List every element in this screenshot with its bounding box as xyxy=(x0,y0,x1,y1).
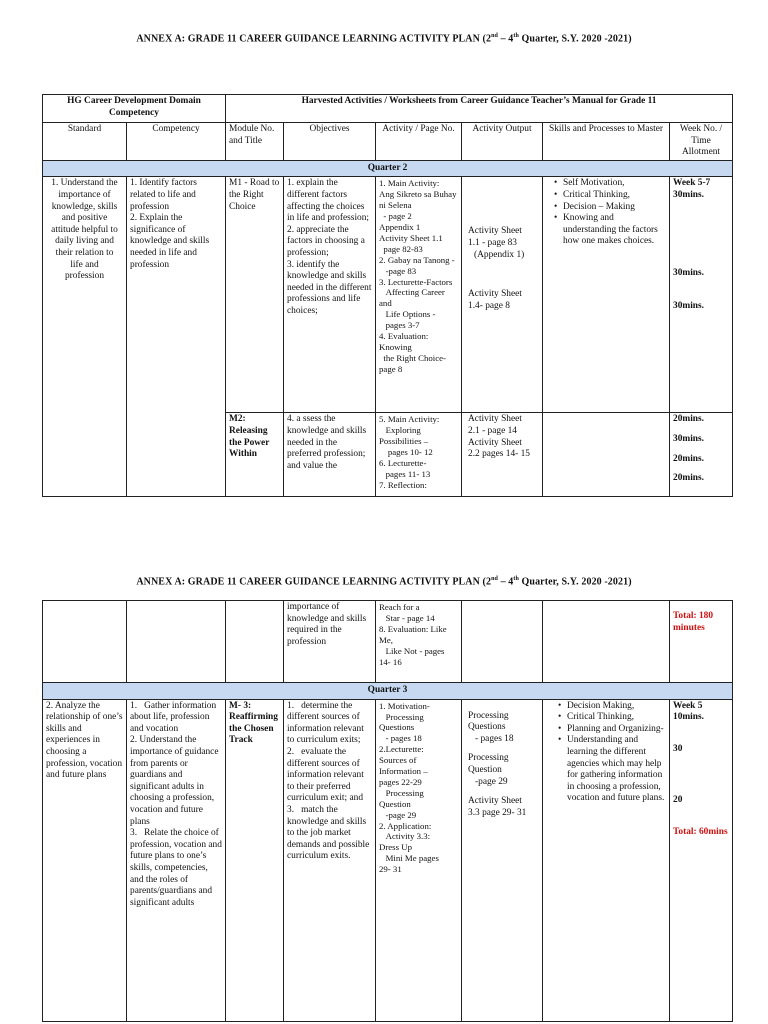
q2-m2-act-1: Exploring xyxy=(379,425,421,436)
q3-act-14: Mini Me pages xyxy=(379,853,439,864)
title2-q-from-sup: nd xyxy=(491,576,498,582)
col-week-time: Week No. / Time Allotment xyxy=(670,123,733,161)
q3-objective-1: 1. determine the different sources of information relevant to curriculum exits; xyxy=(287,700,367,746)
col-module: Module No. and Title xyxy=(226,123,284,161)
quarter-3-label: Quarter 3 xyxy=(43,683,733,700)
q2-m2-act-3: pages 10- 12 xyxy=(379,447,433,458)
q2-competency-1: 1. Identify factors related to life and profession xyxy=(130,178,200,212)
cont-outputs xyxy=(462,601,543,683)
q3-out-1: Questions xyxy=(468,722,506,733)
q2-m1-time-2: 30mins. xyxy=(673,267,705,278)
q3-act-4: 2.Lecturette: xyxy=(379,744,424,755)
q3-out-6: Activity Sheet xyxy=(468,796,522,807)
q2-m1-act-10: Life Options - xyxy=(379,309,436,320)
q2-m1-activities xyxy=(376,177,462,413)
q3-skill-2: • Critical Thinking, xyxy=(567,712,666,724)
header-domain-competency: HG Career Development Domain Competency xyxy=(43,95,226,123)
q2-m2-out-3: 2.2 pages 14- 15 xyxy=(468,449,530,460)
q2-skill-2: • Critical Thinking, xyxy=(563,190,666,202)
q2-m1-out-3: Activity Sheet xyxy=(468,289,522,300)
q3-act-7: pages 22-29 xyxy=(379,776,422,787)
q2-m1-act-1: Ang Sikreto sa Buhay ni Selena xyxy=(379,189,459,211)
cont-module xyxy=(226,601,284,683)
col-activity-page: Activity / Page No. xyxy=(376,123,462,161)
q3-act-12: Activity 3.3: xyxy=(379,831,431,842)
q3-out-7: 3.3 page 29- 31 xyxy=(468,807,527,818)
cont-total xyxy=(670,601,733,683)
cont-act-2: 8. Evaluation: Like Me, xyxy=(379,623,449,645)
q3-out-5: -page 29 xyxy=(468,776,508,787)
q2-m2-act-4: 6. Lecturette- xyxy=(379,458,427,468)
q3-objectives xyxy=(284,699,376,1021)
q3-time-3: 20 xyxy=(673,795,683,806)
q2-m2-module: M2: Releasing the Power Within xyxy=(226,413,284,497)
q2-m2-act-5: pages 11- 13 xyxy=(379,468,431,479)
q2-m1-act-9: Affecting Career and xyxy=(379,287,448,309)
q2-m1-act-8: 3. Lecturette-Factors xyxy=(379,276,453,287)
q2-skill-4: • Knowing and understanding the factors how one makes choices. xyxy=(563,213,666,248)
q3-skill-3: • Planning and Organizing- xyxy=(567,724,666,736)
q3-act-2: Questions xyxy=(379,722,415,733)
title-q-to: 4 xyxy=(508,33,514,45)
q3-competency-3: 3. Relate the choice of profession, vocation and future plans to one’s skills, competencies, and the roles of parents/guardians and significant adults xyxy=(130,828,225,908)
q2-m1-time-3: 30mins. xyxy=(673,301,705,312)
activity-plan-table-page-1 xyxy=(42,94,733,497)
q2-skill-1: • Self Motivation, xyxy=(563,178,666,190)
q2-m1-act-4: Activity Sheet 1.1 xyxy=(379,232,443,243)
q2-m2-out-2: Activity Sheet xyxy=(468,437,522,448)
q2-m2-activities xyxy=(376,413,462,497)
q2-m1-out-2: (Appendix 1) xyxy=(474,249,525,260)
q2-m1-objective-1: 1. explain the different factors affecting the choices in life and profession; xyxy=(287,178,370,224)
q3-objective-2: 2. evaluate the different sources of information relevant to their preferred curriculum exit; and xyxy=(287,746,367,804)
q3-out-4: Question xyxy=(468,764,502,775)
col-skills: Skills and Processes to Master xyxy=(543,123,670,161)
title-q-from: 2 xyxy=(485,33,492,45)
q3-act-15: 29- 31 xyxy=(379,864,402,875)
cont-standard xyxy=(43,601,127,683)
cont-activities xyxy=(376,601,462,683)
q2-m1-out-4: 1.4- page 8 xyxy=(468,300,510,311)
q3-standard: 2. Analyze the relationship of one’s skills and experiences in choosing a profession, vocation and future plans xyxy=(43,699,127,1021)
q2-m2-time-0: 20mins. xyxy=(673,414,705,425)
q3-act-6: Information – xyxy=(379,766,428,777)
cont-competency xyxy=(127,601,226,683)
q2-m1-act-14: page 8 xyxy=(379,363,403,374)
q2-m1-objective-3: 3. identify the knowledge and skills needed in the different professions and life choices; xyxy=(287,259,374,316)
q3-skills xyxy=(543,699,670,1021)
cont-act-0: Reach for a xyxy=(379,602,420,612)
cont-skills xyxy=(543,601,670,683)
cont-act-1: Star - page 14 xyxy=(379,612,435,623)
title-prefix: ANNEX A: GRADE 11 CAREER GUIDANCE LEARNING ACTIVITY PLAN ( xyxy=(136,33,486,45)
q3-skill-4: • Understanding and learning the different agencies which may help for gathering information in choosing a profession, vocation and future plans. xyxy=(567,735,666,805)
q2-m2-act-6: 7. Reflection: xyxy=(379,479,427,490)
title-dash: – xyxy=(497,33,509,45)
q2-m1-time-0: Week 5-7 xyxy=(673,178,711,189)
q2-m1-time-1: 30mins. xyxy=(673,189,705,200)
q3-competency-2: 2. Understand the importance of guidance from parents or guardians and significant adults in choosing a profession, vocation and future plans xyxy=(130,735,221,827)
q2-m1-act-0: 1. Main Activity: xyxy=(379,178,440,189)
q3-module: M- 3: Reaffirming the Chosen Track xyxy=(226,699,284,1021)
page-title-top xyxy=(0,33,768,44)
col-standard: Standard xyxy=(43,123,127,161)
q2-m1-times xyxy=(670,177,733,413)
q3-out-3: Processing xyxy=(468,753,509,764)
title2-prefix: ANNEX A: GRADE 11 CAREER GUIDANCE LEARNING ACTIVITY PLAN ( xyxy=(136,576,486,588)
q3-activities xyxy=(376,699,462,1021)
q3-time-2: 30 xyxy=(673,743,683,754)
q2-m1-skills xyxy=(543,177,670,413)
q2-m1-out-1: 1.1 - page 83 xyxy=(468,237,517,248)
q2-m1-objective-2: 2. appreciate the factors in choosing a profession; xyxy=(287,224,368,258)
q3-act-5: Sources of xyxy=(379,755,417,766)
q3-times xyxy=(670,699,733,1021)
header-harvested-activities: Harvested Activities / Worksheets from Career Guidance Teacher’s Manual for Grade 11 xyxy=(226,95,733,123)
q2-m1-act-13: the Right Choice- xyxy=(379,352,446,363)
q2-m1-act-6: 2. Gabay na Tanong - xyxy=(379,254,455,265)
q3-time-1: 10mins. xyxy=(673,712,704,723)
q2-total-time: Total: 180 minutes xyxy=(673,611,714,633)
q2-m2-time-1: 30mins. xyxy=(673,433,705,444)
page-title-bottom xyxy=(0,576,768,587)
col-competency: Competency xyxy=(127,123,226,161)
q2-skill-3: • Decision – Making xyxy=(563,202,666,214)
q3-outputs xyxy=(462,699,543,1021)
q2-m1-act-12: 4. Evaluation: Knowing xyxy=(379,331,431,352)
q2-m1-act-11: pages 3-7 xyxy=(379,320,420,331)
q3-objective-3: 3. match the knowledge and skills to the job market demands and possible curriculum exits. xyxy=(287,804,372,862)
q3-out-0: Processing xyxy=(468,710,509,721)
quarter-2-label: Quarter 2 xyxy=(43,160,733,177)
q2-m1-out-0: Activity Sheet xyxy=(468,226,522,237)
title2-q-to: 4 xyxy=(508,576,514,588)
cont-act-4: 14- 16 xyxy=(379,656,402,667)
q3-act-10: -page 29 xyxy=(379,809,417,820)
q2-m2-outputs xyxy=(462,413,543,497)
q3-total-time: Total: 60mins xyxy=(673,826,728,837)
q3-act-9: Question xyxy=(379,798,411,809)
activity-plan-table-page-2 xyxy=(42,600,733,1022)
q2-m1-act-3: Appendix 1 xyxy=(379,222,421,232)
q3-competency-1: 1. Gather information about life, profession and vocation xyxy=(130,700,219,734)
title-q-to-sup: th xyxy=(513,33,519,39)
col-objectives: Objectives xyxy=(284,123,376,161)
q3-act-1: Processing xyxy=(379,711,424,722)
q3-act-0: 1. Motivation- xyxy=(379,700,430,711)
q2-m2-skills xyxy=(543,413,670,497)
q2-m2-objectives: 4. a ssess the knowledge and skills needed in the preferred profession; and value the xyxy=(284,413,376,497)
q2-competency xyxy=(127,177,226,497)
q2-m1-act-2: - page 2 xyxy=(379,211,412,222)
q2-m2-out-1: 2.1 - page 14 xyxy=(468,425,517,436)
q2-m1-act-7: -page 83 xyxy=(379,265,417,276)
title2-dash: – xyxy=(497,576,509,588)
q2-m2-act-2: Possibilities – xyxy=(379,436,429,447)
q2-m1-module: M1 - Road to the Right Choice xyxy=(226,177,284,413)
q2-m1-objectives xyxy=(284,177,376,413)
q2-m2-times xyxy=(670,413,733,497)
q2-m2-time-3: 20mins. xyxy=(673,473,705,484)
q3-competency xyxy=(127,699,226,1021)
cont-act-3: Like Not - pages xyxy=(379,645,445,656)
q2-m2-out-0: Activity Sheet xyxy=(468,414,522,425)
q2-standard: 1. Understand the importance of knowledge, skills and positive attitude helpful to daily living and their relation to life and profession xyxy=(43,177,127,497)
q3-act-11: 2. Application: xyxy=(379,820,432,831)
title2-q-to-sup: th xyxy=(513,576,519,582)
cont-objectives: importance of knowledge and skills required in the profession xyxy=(284,601,376,683)
title-q-from-sup: nd xyxy=(491,33,498,39)
title-suffix: Quarter, S.Y. 2020 -2021) xyxy=(518,33,632,45)
q2-m2-time-2: 20mins. xyxy=(673,453,705,464)
q3-skill-1: • Decision Making, xyxy=(567,701,666,713)
q2-m1-act-5: page 82-83 xyxy=(379,243,423,254)
q2-m2-act-0: 5. Main Activity: xyxy=(379,414,440,425)
col-activity-output: Activity Output xyxy=(462,123,543,161)
q3-act-8: Processing xyxy=(379,787,424,798)
q2-competency-2: 2. Explain the significance of knowledge and skills needed in life and profession xyxy=(130,213,212,270)
q2-m1-outputs xyxy=(462,177,543,413)
title2-suffix: Quarter, S.Y. 2020 -2021) xyxy=(518,576,632,588)
q3-out-2: - pages 18 xyxy=(468,733,514,744)
q3-act-3: - pages 18 xyxy=(379,733,422,744)
title2-q-from: 2 xyxy=(485,576,492,588)
q3-act-13: Dress Up xyxy=(379,842,412,853)
q3-time-0: Week 5 xyxy=(673,700,703,711)
